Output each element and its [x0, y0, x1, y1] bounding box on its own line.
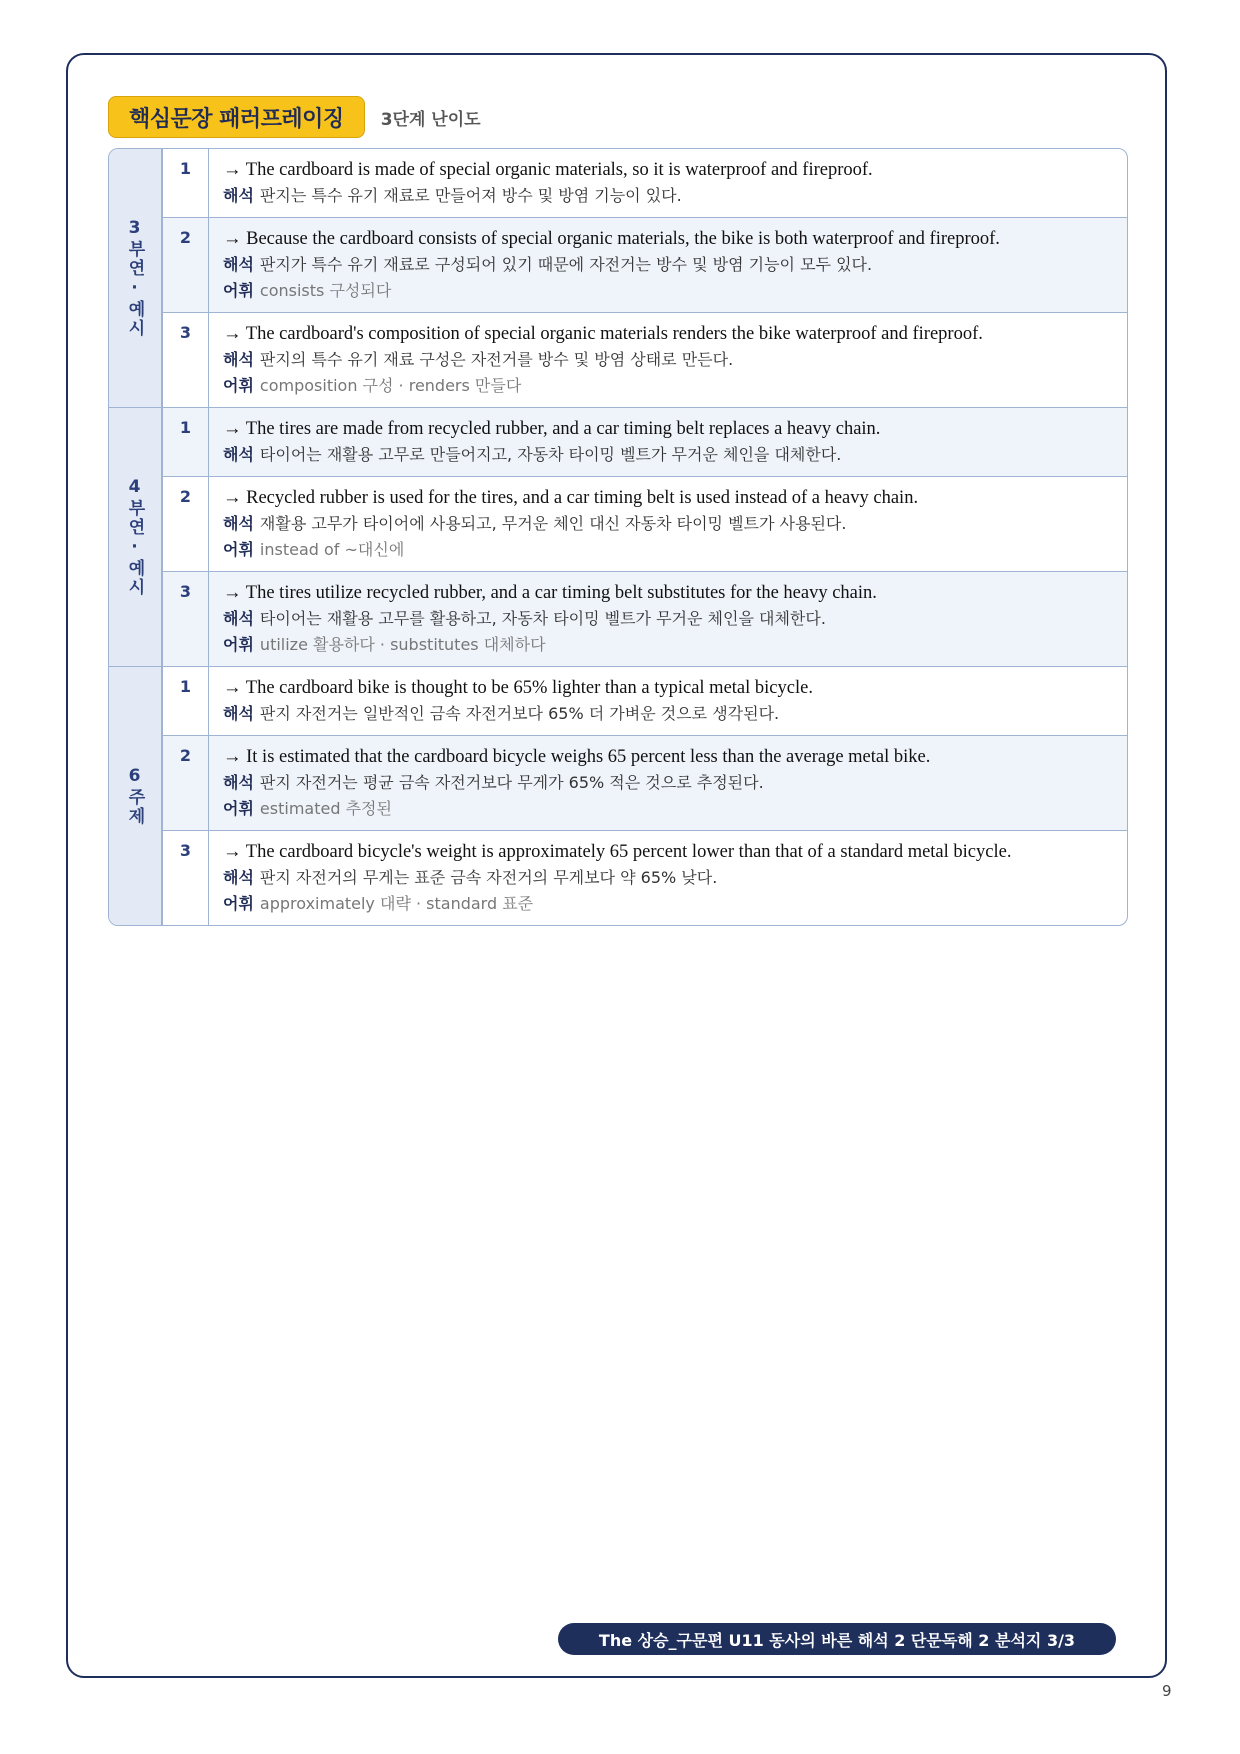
group-label: 6주제 [124, 766, 145, 826]
row-number: 2 [163, 477, 209, 571]
paraphrase-row [163, 571, 1127, 666]
group-side-cell [109, 408, 163, 666]
sentence-group [109, 666, 1127, 925]
interpretation-text: 판지 자전거의 무게는 표준 금속 자전거의 무게보다 약 65% 낮다. [259, 868, 718, 887]
group-side-cell [109, 667, 163, 925]
paraphrase-row [163, 149, 1127, 217]
interpretation-tag: 해석 [223, 514, 254, 533]
english-sentence: → The cardboard's composition of special organic materials renders the bike waterproof and fireproof. [223, 324, 983, 344]
interpretation-text: 판지는 특수 유기 재료로 만들어져 방수 및 방염 기능이 있다. [259, 186, 682, 205]
row-number: 2 [163, 218, 209, 312]
english-sentence: → The tires are made from recycled rubber, and a car timing belt replaces a heavy chain. [223, 419, 881, 439]
interpretation-tag: 해석 [223, 445, 254, 464]
interpretation-line [223, 252, 1113, 278]
interpretation-text: 판지 자전거는 평균 금속 자전거보다 무게가 65% 적은 것으로 추정된다. [259, 773, 764, 792]
interpretation-tag: 해석 [223, 186, 254, 205]
vocab-line [223, 632, 1113, 658]
interpretation-line [223, 183, 1113, 209]
row-number: 1 [163, 667, 209, 735]
group-side-cell [109, 149, 163, 407]
english-sentence: → The cardboard is made of special organic materials, so it is waterproof and fireproof. [223, 160, 873, 180]
vocab-line [223, 796, 1113, 822]
interpretation-text: 타이어는 재활용 고무를 활용하고, 자동차 타이밍 벨트가 무거운 체인을 대체한다. [259, 609, 826, 628]
sentence-group [109, 149, 1127, 407]
vocab-text: consists 구성되다 [259, 281, 392, 300]
vocab-text: utilize 활용하다 · substitutes 대체하다 [259, 635, 546, 654]
section-title: 핵심문장 패러프레이징 [108, 96, 365, 138]
interpretation-tag: 해석 [223, 704, 254, 723]
paraphrase-row [163, 408, 1127, 476]
english-sentence: → Because the cardboard consists of special organic materials, the bike is both waterproof and fireproof. [223, 229, 1000, 249]
paraphrase-row [163, 830, 1127, 925]
vocab-line [223, 891, 1113, 917]
row-number: 3 [163, 572, 209, 666]
interpretation-tag: 해석 [223, 609, 254, 628]
vocab-text: instead of ~대신에 [259, 540, 405, 559]
interpretation-text: 재활용 고무가 타이어에 사용되고, 무거운 체인 대신 자동차 타이밍 벨트가 사용된다. [259, 514, 847, 533]
row-number: 1 [163, 149, 209, 217]
row-number: 2 [163, 736, 209, 830]
vocab-tag: 어휘 [223, 281, 254, 300]
paraphrase-row [163, 312, 1127, 407]
english-sentence: → The cardboard bike is thought to be 65% lighter than a typical metal bicycle. [223, 678, 813, 698]
english-sentence: → The tires utilize recycled rubber, and a car timing belt substitutes for the heavy chain. [223, 583, 877, 603]
interpretation-line [223, 865, 1113, 891]
interpretation-line [223, 606, 1113, 632]
interpretation-line [223, 442, 1113, 468]
group-label: 4부연·예시 [124, 477, 145, 597]
section-header [108, 95, 481, 139]
vocab-text: approximately 대략 · standard 표준 [259, 894, 534, 913]
interpretation-text: 타이어는 재활용 고무로 만들어지고, 자동차 타이밍 벨트가 무거운 체인을 대체한다. [259, 445, 842, 464]
paraphrase-row [163, 667, 1127, 735]
vocab-tag: 어휘 [223, 799, 254, 818]
interpretation-line [223, 347, 1113, 373]
interpretation-text: 판지가 특수 유기 재료로 구성되어 있기 때문에 자전거는 방수 및 방염 기능이 모두 있다. [259, 255, 873, 274]
paraphrase-row [163, 735, 1127, 830]
interpretation-line [223, 770, 1113, 796]
vocab-tag: 어휘 [223, 894, 254, 913]
vocab-tag: 어휘 [223, 376, 254, 395]
interpretation-text: 판지 자전거는 일반적인 금속 자전거보다 65% 더 가벼운 것으로 생각된다. [259, 704, 780, 723]
vocab-tag: 어휘 [223, 635, 254, 654]
row-number: 3 [163, 831, 209, 925]
paraphrase-row [163, 217, 1127, 312]
row-number: 3 [163, 313, 209, 407]
interpretation-line [223, 701, 1113, 727]
vocab-text: composition 구성 · renders 만들다 [259, 376, 522, 395]
vocab-line [223, 373, 1113, 399]
paraphrase-row [163, 476, 1127, 571]
interpretation-tag: 해석 [223, 255, 254, 274]
vocab-line [223, 537, 1113, 563]
vocab-tag: 어휘 [223, 540, 254, 559]
page-number: 9 [1162, 1682, 1172, 1700]
interpretation-tag: 해석 [223, 868, 254, 887]
english-sentence: → Recycled rubber is used for the tires, and a car timing belt is used instead of a heavy chain. [223, 488, 919, 508]
sentence-group [109, 407, 1127, 666]
vocab-text: estimated 추정된 [259, 799, 392, 818]
interpretation-tag: 해석 [223, 350, 254, 369]
english-sentence: → It is estimated that the cardboard bicycle weighs 65 percent less than the average metal bike. [223, 747, 931, 767]
english-sentence: → The cardboard bicycle's weight is approximately 65 percent lower than that of a standard metal bicycle. [223, 842, 1012, 862]
paraphrase-table [108, 148, 1128, 926]
interpretation-tag: 해석 [223, 773, 254, 792]
interpretation-line [223, 511, 1113, 537]
group-label: 3부연·예시 [124, 218, 145, 338]
row-number: 1 [163, 408, 209, 476]
footer-label: The 상승_구문편 U11 동사의 바른 해석 2 단문독해 2 분석지 3/3 [558, 1623, 1116, 1655]
difficulty-label: 3단계 난이도 [380, 109, 481, 130]
interpretation-text: 판지의 특수 유기 재료 구성은 자전거를 방수 및 방염 상태로 만든다. [259, 350, 734, 369]
vocab-line [223, 278, 1113, 304]
